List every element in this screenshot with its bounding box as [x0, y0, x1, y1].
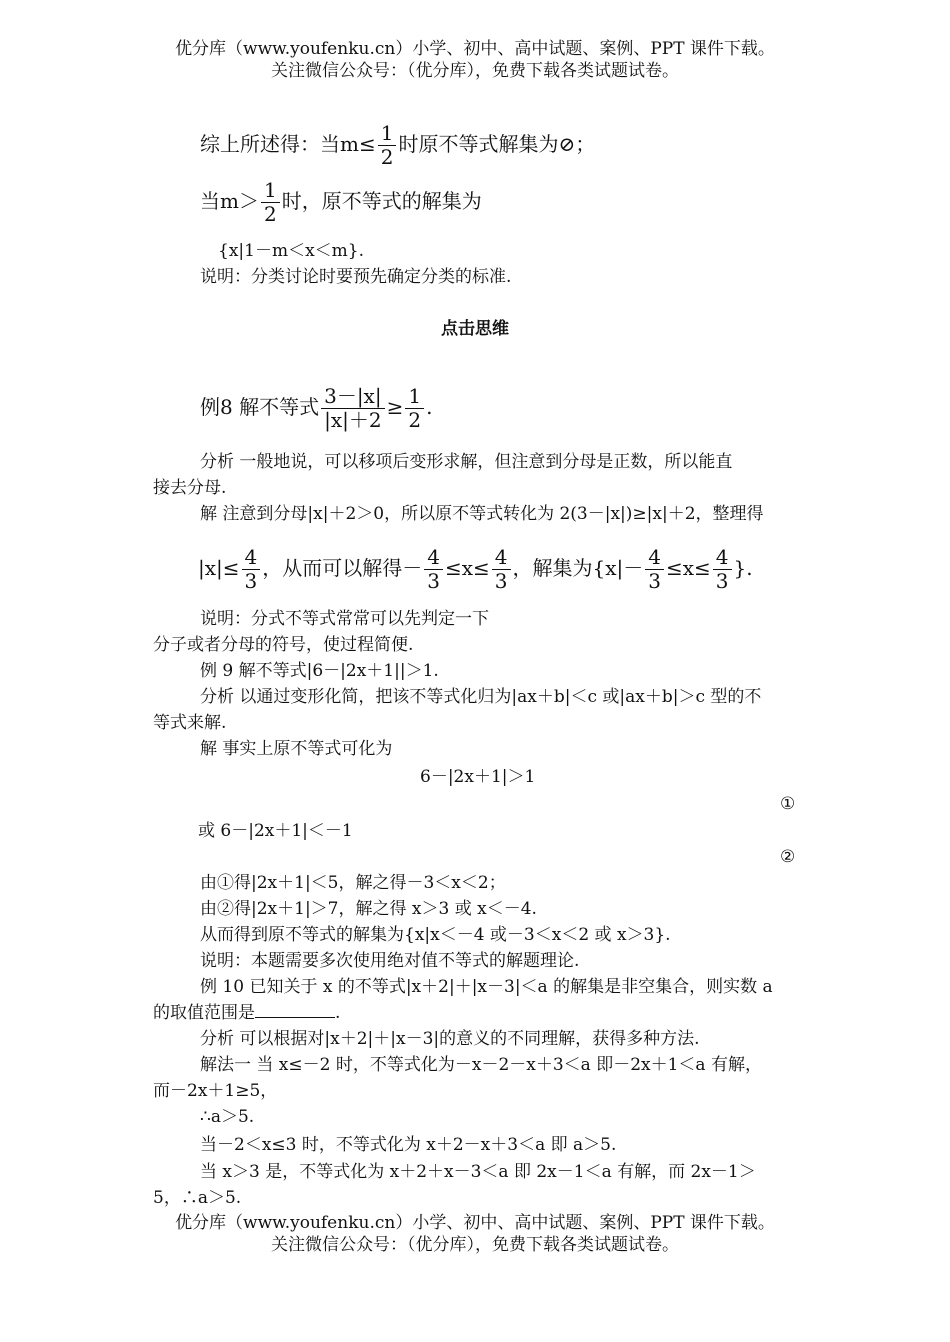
- example-10-title-2: 的取值范围是 .: [153, 1003, 341, 1023]
- example-9-analysis-1: 分析 以通过变形化简，把该不等式化归为|ax＋b|＜c 或|ax＋b|＞c 型的不: [200, 687, 762, 707]
- example-10-method-1-line-1: 解法一 当 x≤－2 时，不等式化为－x－2－x＋3＜a 即－2x＋1＜a 有解，: [200, 1055, 762, 1075]
- fraction: $\frac{3-|x|}{|x|+2}$: [321, 385, 384, 432]
- fraction: $\frac{4}{3}$: [492, 546, 511, 593]
- example-10-method-1-line-2: 而－2x＋1≥5，: [153, 1081, 278, 1101]
- equation-marker-2: ②: [780, 847, 796, 867]
- fraction: $\frac{1}{2}$: [378, 122, 397, 169]
- example-8-solution-1: 解 注意到分母|x|＋2＞0，所以原不等式转化为 2(3－|x|)≥|x|＋2，整理得: [200, 504, 764, 524]
- example-10-method-1-line-6: 5，∴a＞5.: [153, 1188, 242, 1208]
- fraction: $\frac{4}{3}$: [424, 546, 443, 593]
- solution-set-text: {x|1－m＜x＜m}.: [218, 241, 364, 261]
- example-8-note-2: 分子或者分母的符号，使过程简便.: [153, 635, 414, 655]
- example-9-step-2: 由②得|2x＋1|＞7，解之得 x＞3 或 x＜－4.: [200, 899, 537, 919]
- header-line-2: 关注微信公众号：（优分库），免费下载各类试题试卷。: [271, 61, 679, 81]
- section-title: 点击思维: [441, 319, 509, 339]
- fraction: $\frac{1}{2}$: [261, 179, 280, 226]
- summary-note: 说明：分类讨论时要预先确定分类的标准.: [200, 267, 512, 287]
- example-8-title: 例8 解不等式 $\frac{3-|x|}{|x|+2}$ ≥ $\frac{1}{2}$ .: [200, 384, 433, 432]
- example-8-analysis-2: 接去分母.: [153, 478, 227, 498]
- example-10-method-1-line-5: 当 x＞3 是，不等式化为 x＋2＋x－3＜a 即 2x－1＜a 有解，而 2x－1＞: [200, 1162, 756, 1182]
- equation-marker-1: ①: [780, 794, 796, 814]
- example-8-analysis-1: 分析 一般地说，可以移项后变形求解，但注意到分母是正数，所以能直: [200, 452, 733, 472]
- fraction: $\frac{1}{2}$: [405, 385, 424, 432]
- example-10-method-1-line-4: 当－2＜x≤3 时，不等式化为 x＋2－x＋3＜a 即 a＞5.: [200, 1135, 617, 1155]
- example-9-step-1: 由①得|2x＋1|＜5，解之得－3＜x＜2；: [200, 873, 506, 893]
- example-8-note-1: 说明：分式不等式常常可以先判定一下: [200, 609, 489, 629]
- fraction: $\frac{4}{3}$: [645, 546, 664, 593]
- example-9-result: 从而得到原不等式的解集为{x|x＜－4 或－3＜x＜2 或 x＞3}.: [200, 925, 671, 945]
- fraction: $\frac{4}{3}$: [242, 546, 261, 593]
- summary-line-2: 当m＞ $\frac{1}{2}$ 时，原不等式的解集为: [200, 178, 482, 226]
- header-line-1: 优分库（www.youfenku.cn）小学、初中、高中试题、案例、PPT 课件下载。: [175, 39, 775, 59]
- example-9-equation-2: 或 6－|2x＋1|＜－1: [198, 821, 353, 841]
- example-9-solution: 解 事实上原不等式可化为: [200, 739, 393, 759]
- example-8-solution-2: |x|≤ $\frac{4}{3}$ ，从而可以解得－ $\frac{4}{3}$ ≤x≤ $\frac{4}{3}$ ，解集为{x|－ $\frac{4}{3}$ ≤x≤ $\frac{4}{3}$ }.: [198, 545, 753, 593]
- footer-line-2: 关注微信公众号：（优分库），免费下载各类试题试卷。: [271, 1235, 679, 1255]
- example-10-method-1-line-3: ∴a＞5.: [200, 1107, 255, 1127]
- example-9-equation-1: 6－|2x＋1|＞1: [420, 767, 536, 787]
- answer-blank: [255, 1003, 335, 1018]
- example-10-title-1: 例 10 已知关于 x 的不等式|x＋2|＋|x－3|＜a 的解集是非空集合，则实数 a: [200, 977, 773, 997]
- summary-line-1: 综上所述得：当m≤ $\frac{1}{2}$ 时原不等式解集为⊘；: [200, 121, 596, 169]
- example-9-analysis-2: 等式来解.: [153, 713, 227, 733]
- example-9-title: 例 9 解不等式|6－|2x＋1||＞1.: [200, 661, 439, 681]
- example-10-analysis: 分析 可以根据对|x＋2|＋|x－3|的意义的不同理解，获得多种方法.: [200, 1029, 700, 1049]
- footer-line-1: 优分库（www.youfenku.cn）小学、初中、高中试题、案例、PPT 课件下载。: [175, 1213, 775, 1233]
- example-9-note: 说明：本题需要多次使用绝对值不等式的解题理论.: [200, 951, 580, 971]
- fraction: $\frac{4}{3}$: [713, 546, 732, 593]
